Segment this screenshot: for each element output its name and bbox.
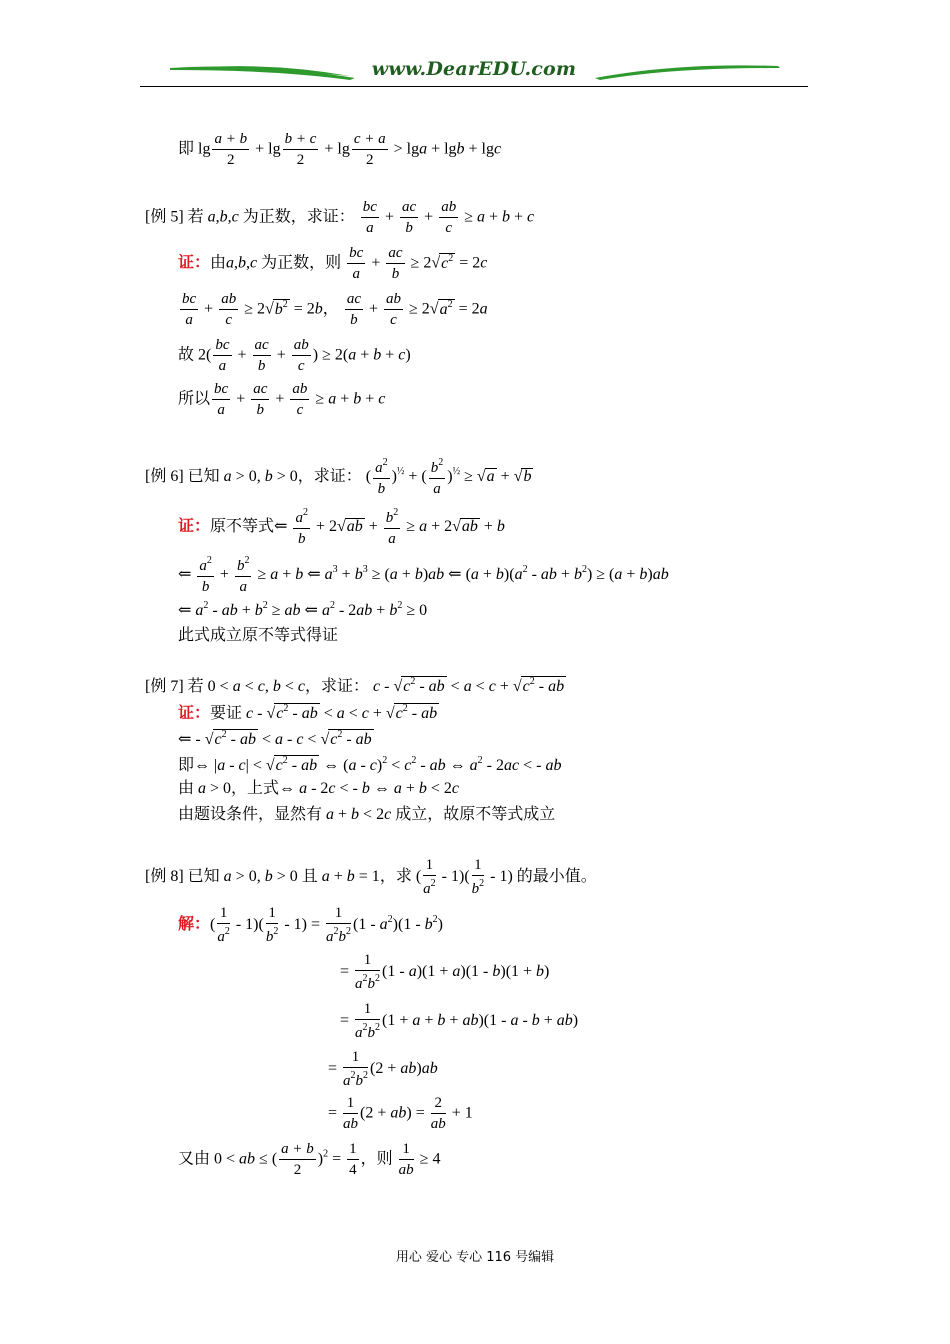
ex8-statement: [例 8] 已知 a > 0, b > 0 且 a + b = 1，求 ( $\frac{1}{a^2}$ - 1)( $\frac{1}{b^2}$ - 1) 的最小值。 xyxy=(145,857,597,897)
ex5-label: [例 5] 若 xyxy=(145,208,204,226)
ex6-conclusion: 此式成立原不等式得证 xyxy=(178,627,339,644)
ex8-sol-line2: = $\frac{1}{a^2b^2}$ (1 - a)(1 + a)(1 - b)(1 + b) xyxy=(340,952,550,992)
ex6-proof-line3: ⇐ $a^2$ - ab + $b^2$ ≥ ab ⇐ $a^2 - 2ab + b^2 \ge 0$ xyxy=(178,600,428,619)
ex4-conclusion-line: 即 lg $\frac{a + b}{2}$ + lg $\frac{b + c}{2}$ + lg $\frac{c + a}{2}$ > lga + lgb + lgc xyxy=(178,131,502,168)
ex8-sol-line1: 解：( $\frac{1}{a^2}$ - 1)( $\frac{1}{b^2}$ - 1) = $\frac{1}{a^2b^2}$ $(1 - a^2)(1 - b^2)$ xyxy=(178,905,443,945)
ex5-proof-line1: 证：由a,b,c 为正数，则 $\frac{bc}{a}$ + $\frac{ac}{b}$ ≥ $2√c^2 = 2c$ xyxy=(178,245,488,282)
ex7-proof-line3: 即⇔ $|a - c| < √c^2$ - ab ⇔ $(a - c)^2 < c^2$ - ab ⇔ $a^2 - 2ac$ < - ab xyxy=(178,755,562,774)
page-header xyxy=(140,56,808,90)
ex5-proof-line2: $\frac{bc}{a}$ + $\frac{ab}{c}$ ≥ $2√b^2 = 2b$， $\frac{ac}{b}$ + $\frac{ab}{c}$ ≥ $2√a^2 = 2a$ xyxy=(182,291,488,328)
site-logo-text: www.DearEDU.com xyxy=(371,58,577,80)
ex7-statement: [例 7] 若 0 < a < c, b < c，求证： c - $√c^2$ - ab < $a < c + √c^2$ - ab xyxy=(145,676,565,695)
ex7-proof-line1: 证：要证 c - $√c^2$ - ab < $a < c + √c^2$ - ab xyxy=(178,703,438,722)
ex6-proof-line2: ⇐ $\frac{a^2}{b}$ + $\frac{b^2}{a}$ ≥ a + b ⇐ $a^3 + b^3 \ge (a + b)ab$ ⇐ $(a + b)(a^2$ - ab + $b^2) \ge (a + b)ab$ xyxy=(178,555,669,595)
ex5-proof-line4: 所以 $\frac{bc}{a}$ + $\frac{ac}{b}$ + $\frac{ab}{c}$ ≥ a + b + c xyxy=(178,381,386,418)
ex8-sol-line6: 又由 0 < ab ≤ ( $\frac{a + b}{2}$ )$^2$ = $\frac{1}{4}$ ，则 $\frac{1}{ab}$ ≥ 4 xyxy=(178,1141,441,1178)
ex8-sol-line5: = $\frac{1}{ab}$ (2 + ab) = $\frac{2}{ab}$ + 1 xyxy=(328,1095,473,1132)
header-rule xyxy=(140,86,808,87)
ex5-statement: [例 5] 若 a,b,c 为正数，求证： $\frac{bc}{a}$ + $\frac{ac}{b}$ + $\frac{ab}{c}$ ≥ a + b + c xyxy=(145,199,535,236)
ex8-sol-line3: = $\frac{1}{a^2b^2}$ (1 + a + b + ab)(1 - a - b + ab) xyxy=(340,1001,579,1041)
ex7-proof-line5: 由题设条件，显然有 a + b < 2c 成立，故原不等式成立 xyxy=(178,806,556,823)
ex8-sol-line4: = $\frac{1}{a^2b^2}$ (2 + ab)ab xyxy=(328,1049,438,1089)
text-ji: 即 xyxy=(178,140,195,158)
ex7-proof-line4: 由 a > 0，上式⇔ a - 2c < - b ⇔ a + b < 2c xyxy=(178,780,460,797)
page-footer: 用心 爱心 专心 116 号编辑 xyxy=(395,1250,555,1265)
proof-label: 证： xyxy=(178,254,211,272)
ex5-proof-line3: 故 2( $\frac{bc}{a}$ + $\frac{ac}{b}$ + $\frac{ab}{c}$ ) ≥ 2(a + b + c) xyxy=(178,337,411,374)
ex6-statement: [例 6] 已知 a > 0, b > 0，求证： ( $\frac{a^2}{b}$ )$^{\frac{1}{2}}$ + ( $\frac{b^2}{a}$ )$^{\frac{1}{2}}$ ≥ √a + √b xyxy=(145,457,532,497)
ex5-mid: 为正数，求证： xyxy=(242,208,355,226)
ex7-proof-line2: ⇐ - $√c^2$ - ab < $a - c < √c^2$ - ab xyxy=(178,729,372,748)
ex6-proof-line1: 证：原不等式⇐ $\frac{a^2}{b}$ + 2√ab + $\frac{b^2}{a}$ ≥ a + 2√ab + b xyxy=(178,507,505,547)
